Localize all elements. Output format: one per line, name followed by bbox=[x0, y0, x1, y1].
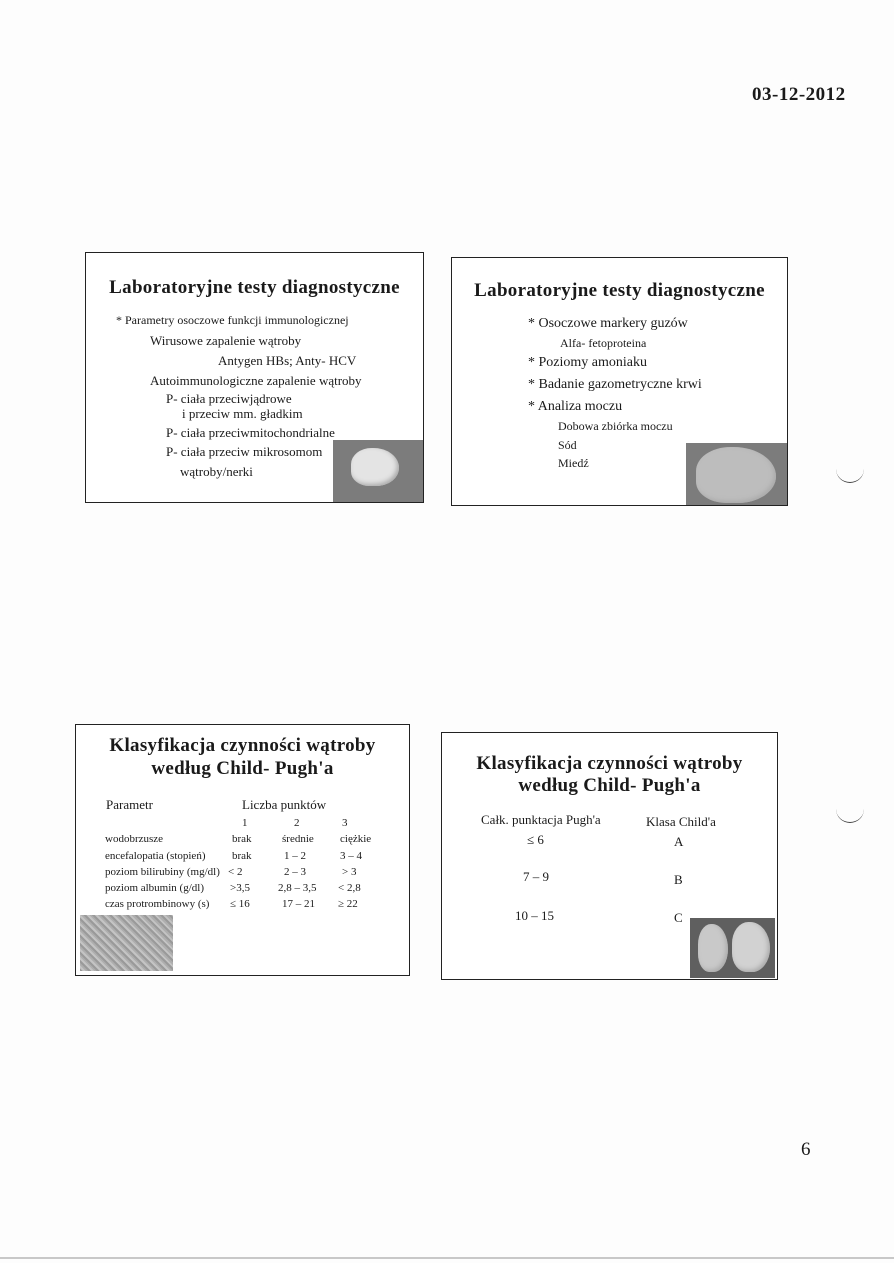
point-col-2: 2 bbox=[294, 817, 300, 829]
margin-mark bbox=[836, 468, 864, 483]
liver-photo bbox=[686, 443, 787, 505]
class-cell: B bbox=[674, 872, 683, 887]
list-item: P- ciała przeciwmitochondrialne bbox=[166, 425, 335, 440]
list-item: P- ciała przeciwjądrowe bbox=[166, 391, 292, 406]
liver-specimen bbox=[351, 448, 399, 486]
table-cell: brak bbox=[232, 850, 252, 862]
table-cell: ≥ 22 bbox=[338, 898, 358, 910]
list-item: * Osoczowe markery guzów bbox=[528, 316, 688, 331]
liver-specimen bbox=[732, 922, 770, 972]
list-item: Miedź bbox=[558, 456, 589, 470]
point-col-1: 1 bbox=[242, 817, 248, 829]
table-cell: >3,5 bbox=[230, 882, 250, 894]
list-item: i przeciw mm. gładkim bbox=[182, 406, 303, 421]
table-cell: 2 – 3 bbox=[284, 866, 306, 878]
table-row-label: czas protrombinowy (s) bbox=[105, 898, 210, 910]
class-cell: A bbox=[674, 834, 684, 849]
list-item: P- ciała przeciw mikrosomom bbox=[166, 444, 323, 459]
class-cell: C bbox=[674, 910, 683, 925]
table-cell: < 2,8 bbox=[338, 882, 361, 894]
table-cell: 17 – 21 bbox=[282, 898, 315, 910]
histology-photo bbox=[80, 915, 173, 971]
table-cell: < 2 bbox=[228, 866, 243, 878]
slide-child-pugh-parameters bbox=[75, 724, 410, 976]
list-item: * Analiza moczu bbox=[528, 399, 623, 414]
table-cell: 3 – 4 bbox=[340, 850, 362, 862]
class-header: Klasa Child'a bbox=[646, 814, 716, 829]
table-cell: 2,8 – 3,5 bbox=[278, 882, 317, 894]
slide-lab-tests-markers bbox=[451, 257, 788, 506]
liver-specimen bbox=[698, 924, 728, 972]
table-cell: ciężkie bbox=[340, 833, 372, 845]
table-cell: ≤ 16 bbox=[230, 898, 250, 910]
list-item: Sód bbox=[558, 438, 577, 452]
list-item: Antygen HBs; Anty- HCV bbox=[218, 353, 357, 368]
slide-title-line2: według Child- Pugh'a bbox=[518, 775, 701, 796]
margin-mark bbox=[836, 808, 864, 823]
table-row-label: poziom bilirubiny (mg/dl) bbox=[105, 866, 220, 878]
list-item: * Badanie gazometryczne krwi bbox=[528, 377, 702, 392]
slide-title-line1: Klasyfikacja czynności wątroby bbox=[109, 735, 376, 756]
score-header: Całk. punktacja Pugh'a bbox=[481, 812, 601, 827]
list-item: Autoimmunologiczne zapalenie wątroby bbox=[150, 373, 362, 388]
score-cell: ≤ 6 bbox=[527, 832, 544, 847]
score-cell: 7 – 9 bbox=[523, 869, 549, 884]
slide-title-line2: według Child- Pugh'a bbox=[151, 758, 334, 779]
table-row-label: encefalopatia (stopień) bbox=[105, 850, 206, 862]
list-item: Wirusowe zapalenie wątroby bbox=[150, 333, 302, 348]
table-row-label: poziom albumin (g/dl) bbox=[105, 882, 204, 894]
table-cell: 1 – 2 bbox=[284, 850, 306, 862]
point-col-3: 3 bbox=[342, 817, 348, 829]
table-cell: brak bbox=[232, 833, 252, 845]
slide-child-pugh-classes bbox=[441, 732, 778, 980]
bullet-text: * Parametry osoczowe funkcji immunologicznej bbox=[116, 313, 349, 327]
score-cell: 10 – 15 bbox=[515, 908, 554, 923]
liver-specimen bbox=[696, 447, 776, 503]
table-row-label: wodobrzusze bbox=[105, 833, 164, 845]
liver-photo bbox=[333, 440, 423, 502]
param-header: Parametr bbox=[106, 797, 153, 812]
table-cell: > 3 bbox=[342, 866, 357, 878]
slide-title-line1: Klasyfikacja czynności wątroby bbox=[476, 753, 743, 774]
scan-edge bbox=[0, 1257, 894, 1259]
page-number: 6 bbox=[801, 1139, 811, 1160]
list-item: * Poziomy amoniaku bbox=[528, 355, 647, 370]
slide-title: Laboratoryjne testy diagnostyczne bbox=[109, 277, 400, 298]
list-item: Alfa- fetoproteina bbox=[560, 336, 647, 350]
slide-title: Laboratoryjne testy diagnostyczne bbox=[474, 280, 765, 301]
points-header: Liczba punktów bbox=[242, 797, 327, 812]
list-item: wątroby/nerki bbox=[180, 464, 253, 479]
liver-section-photo bbox=[690, 918, 775, 978]
slide-lab-tests-immunology bbox=[85, 252, 424, 503]
page-date: 03-12-2012 bbox=[752, 84, 846, 105]
table-cell: średnie bbox=[282, 833, 314, 845]
list-item: Dobowa zbiórka moczu bbox=[558, 419, 673, 433]
